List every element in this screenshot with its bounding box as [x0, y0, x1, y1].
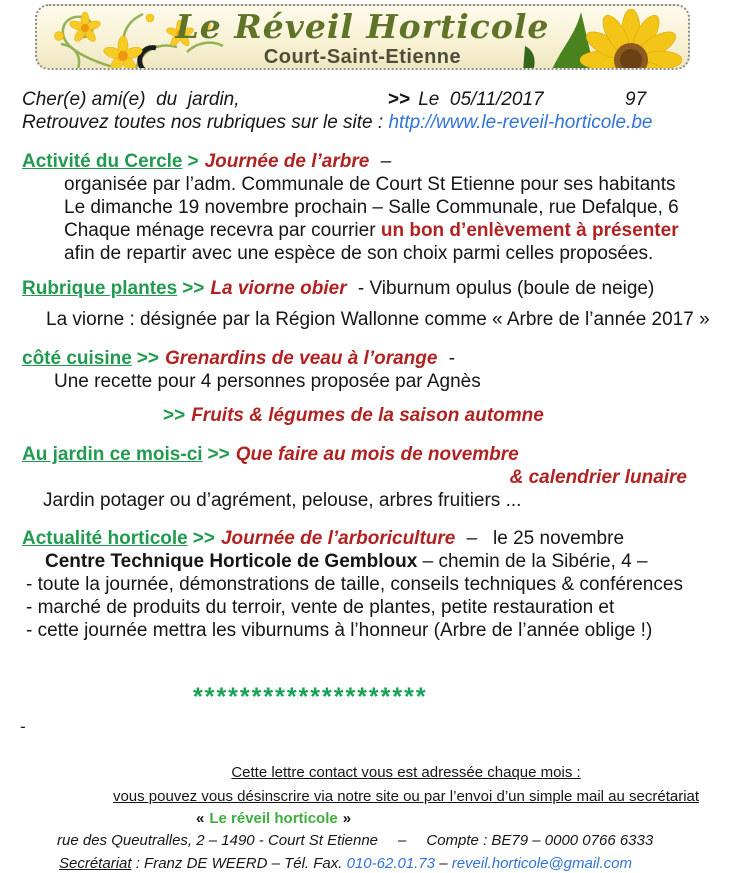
cuisine-subheading	[158, 404, 750, 427]
org-account: Compte : BE79 – 0000 0766 6333	[426, 832, 654, 849]
section-actualite-label: Actualité horticole	[22, 528, 188, 549]
section-actualite-suffix: – le 25 novembre	[466, 528, 625, 549]
org-name: Le réveil horticole	[209, 810, 338, 827]
activite-line3-prefix: Chaque ménage recevra par courrier	[64, 220, 376, 241]
actualite-line	[45, 550, 750, 573]
phone-link[interactable]: 010-62.01.73	[346, 855, 436, 872]
chevron-marker: >>	[192, 528, 215, 549]
website-link[interactable]: http://www.le-reveil-horticole.be	[388, 112, 653, 133]
actualite-venue-rest: – chemin de la Sibérie, 4 –	[422, 551, 648, 572]
section-plantes-heading	[22, 277, 750, 300]
banner-title: Le Réveil Horticole	[175, 7, 550, 46]
chevron-marker: >>	[182, 278, 205, 299]
section-plantes-title: La viorne obier	[210, 278, 347, 299]
org-address: rue des Queutralles, 2 – 1490 - Court St Etienne	[57, 832, 379, 849]
site-label: Retrouvez toutes nos rubriques sur le site :	[22, 112, 384, 133]
org-quote-close: »	[342, 810, 352, 827]
footer-secretariat-line	[59, 855, 750, 873]
chevron-marker: >	[187, 151, 199, 172]
footer-address-line	[57, 832, 750, 850]
footer-line-1	[31, 764, 750, 782]
section-plantes-suffix: - Viburnum opulus (boule de neige)	[357, 278, 655, 299]
jardin-line: Jardin potager ou d’agrément, pelouse, arbres fruitiers ...	[43, 490, 522, 511]
greeting-text: Cher(e) ami(e) du jardin,	[22, 89, 240, 110]
section-actualite-heading	[22, 527, 750, 550]
issue-date: Le 05/11/2017	[418, 89, 544, 110]
jardin-subtitle: & calendrier lunaire	[509, 467, 687, 488]
chevron-marker: >>	[163, 405, 186, 426]
date-group	[388, 88, 544, 111]
jardin-subtitle-row	[0, 466, 750, 489]
section-jardin-label: Au jardin ce mois-ci	[22, 444, 203, 465]
cuisine-line: Une recette pour 4 personnes proposée par Agnès	[54, 371, 481, 392]
newsletter-footer	[0, 764, 750, 873]
section-cuisine-heading	[22, 347, 750, 370]
greeting-row	[22, 88, 750, 111]
activite-line: Le dimanche 19 novembre prochain – Salle Communale, rue Defalque, 6	[64, 197, 679, 218]
section-actualite-title: Journée de l’arboriculture	[220, 528, 456, 549]
section-cuisine-label: côté cuisine	[22, 348, 132, 369]
activite-line3-highlight: un bon d’enlèvement à présenter	[380, 220, 679, 241]
actualite-line: - toute la journée, démonstrations de taille, conseils techniques & conférences	[26, 574, 683, 595]
stars-divider: ********************	[193, 683, 428, 711]
secretariat-dash: –	[439, 855, 448, 872]
activite-line: afin de repartir avec une espèce de son choix parmi celles proposées.	[64, 243, 654, 264]
date-marker: >>	[388, 89, 411, 110]
section-activite-heading	[22, 150, 750, 173]
section-activite-title: Journée de l’arbre	[204, 151, 370, 172]
address-separator: –	[398, 832, 407, 849]
secretariat-text: : Franz DE WEERD – Tél. Fax.	[135, 855, 343, 872]
org-quote-open: «	[196, 810, 205, 827]
actualite-venue-bold: Centre Technique Horticole de Gembloux	[45, 551, 418, 572]
banner-text	[37, 8, 688, 68]
cuisine-subtitle: Fruits & légumes de la saison automne	[191, 405, 544, 426]
page-dash: -	[20, 717, 26, 736]
footer-notice-2: vous pouvez vous désinscrire via notre site ou par l’envoi d’un simple mail au secrétariat	[112, 788, 700, 805]
banner-subtitle: Court-Saint-Etienne	[263, 46, 462, 68]
site-row	[22, 111, 750, 134]
section-cuisine-title: Grenardins de veau à l’orange	[165, 348, 438, 369]
section-jardin-title: Que faire au mois de novembre	[235, 444, 519, 465]
footer-notice-1: Cette lettre contact vous est adressée chaque mois :	[231, 764, 581, 781]
secretariat-label: Secrétariat	[59, 855, 132, 872]
section-cuisine-suffix: -	[448, 348, 456, 369]
activite-line	[64, 219, 750, 242]
section-activite-label: Activité du Cercle	[22, 151, 183, 172]
activite-line: organisée par l’adm. Communale de Court St Etienne pour ses habitants	[64, 174, 676, 195]
plantes-line: La viorne : désignée par la Région Wallonne comme « Arbre de l’année 2017 »	[46, 309, 710, 330]
section-plantes-label: Rubrique plantes	[22, 278, 178, 299]
newsletter-banner	[35, 4, 690, 70]
footer-line-2	[31, 788, 750, 806]
actualite-line: - cette journée mettra les viburnums à l’honneur (Arbre de l’année oblige !)	[26, 620, 653, 641]
actualite-line: - marché de produits du terroir, vente de plantes, petite restauration et	[26, 597, 615, 618]
email-link[interactable]: reveil.horticole@gmail.com	[451, 855, 633, 872]
issue-number: 97	[625, 89, 647, 110]
section-jardin-heading	[22, 443, 750, 466]
chevron-marker: >>	[207, 444, 230, 465]
section-activite-suffix: –	[380, 151, 392, 172]
chevron-marker: >>	[136, 348, 160, 369]
footer-org-line	[196, 810, 750, 828]
